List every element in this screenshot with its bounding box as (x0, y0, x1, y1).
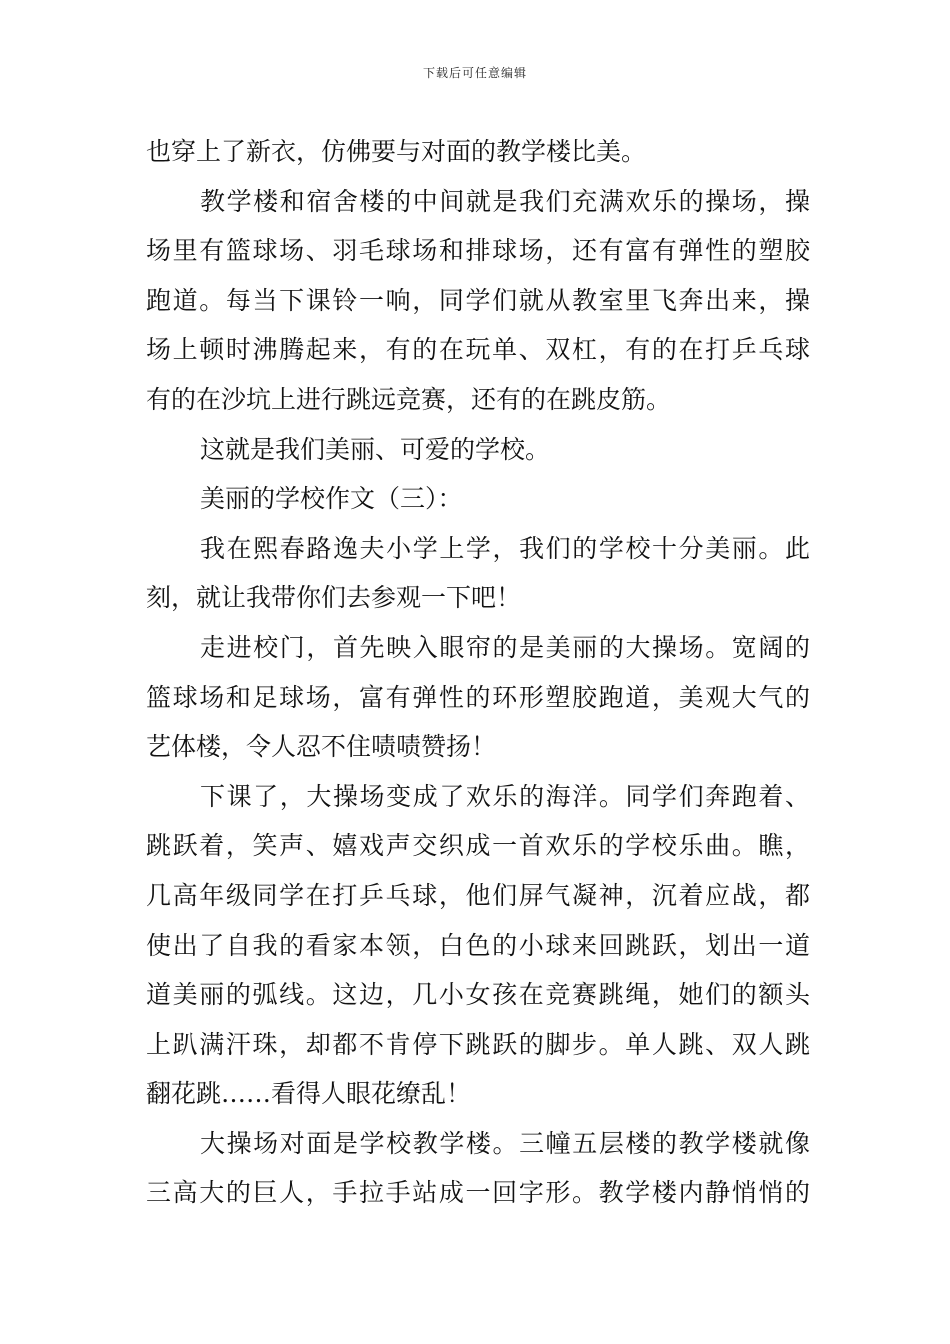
document-body (146, 127, 810, 1218)
text-line: 这就是我们美丽、可爱的学校。 (200, 434, 551, 464)
text-line: 美丽的学校作文（三）： (200, 484, 463, 514)
text-line: 跳跃着，笑声、嬉戏声交织成一首欢乐的学校乐曲。瞧， (146, 831, 810, 861)
page-header: 下载后可任意编辑 (422, 66, 527, 80)
text-line: 我在熙春路逸夫小学上学，我们的学校十分美丽。此 (200, 533, 810, 563)
text-line: 翻花跳……看得人眼花缭乱！ (146, 1079, 472, 1109)
text-line: 上趴满汗珠，却都不肯停下跳跃的脚步。单人跳、双人跳 (146, 1029, 810, 1059)
text-line: 跑道。每当下课铃一响，同学们就从教室里飞奔出来，操 (146, 285, 810, 315)
text-line: 刻，就让我带你们去参观一下吧！ (146, 583, 522, 613)
text-line: 走进校门，首先映入眼帘的是美丽的大操场。宽阔的 (200, 632, 810, 662)
text-line: 使出了自我的看家本领，白色的小球来回跳跃，划出一道 (146, 930, 810, 960)
text-line: 场上顿时沸腾起来，有的在玩单、双杠，有的在打乒乓球 (146, 335, 810, 365)
text-line: 也穿上了新衣，仿佛要与对面的教学楼比美。 (146, 137, 647, 166)
text-line: 下课了，大操场变成了欢乐的海洋。同学们奔跑着、 (200, 781, 810, 811)
text-line: 教学楼和宿舍楼的中间就是我们充满欢乐的操场，操 (200, 186, 810, 216)
text-line: 大操场对面是学校教学楼。三幢五层楼的教学楼就像 (200, 1128, 810, 1158)
text-line: 篮球场和足球场，富有弹性的环形塑胶跑道，美观大气的 (146, 682, 810, 712)
text-line: 场里有篮球场、羽毛球场和排球场，还有富有弹性的塑胶 (146, 236, 810, 266)
text-line: 道美丽的弧线。这边，几小女孩在竞赛跳绳，她们的额头 (146, 980, 810, 1010)
text-line: 三高大的巨人，手拉手站成一回字形。教学楼内静悄悄的 (146, 1178, 810, 1208)
text-line: 艺体楼，令人忍不住啧啧赞扬！ (146, 732, 497, 762)
text-line: 几高年级同学在打乒乓球，他们屏气凝神，沉着应战，都 (146, 880, 810, 910)
text-line: 有的在沙坑上进行跳远竞赛，还有的在跳皮筋。 (146, 384, 672, 414)
